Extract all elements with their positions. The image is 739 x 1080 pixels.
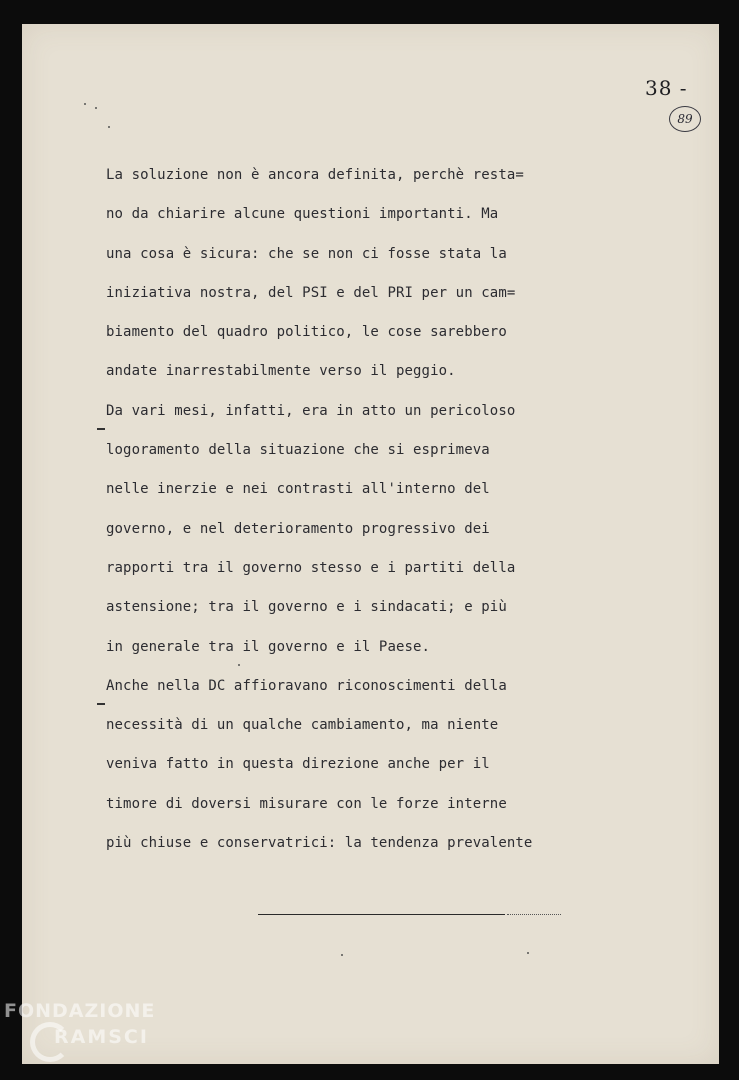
text-line: iniziativa nostra, del PSI e del PRI per un cam=	[106, 284, 516, 301]
horizontal-rule	[258, 914, 505, 915]
text-line: astensione; tra il governo e i sindacati; e più	[106, 599, 507, 616]
paper-speck	[95, 107, 97, 109]
text-line: necessità di un qualche cambiamento, ma niente	[106, 717, 499, 734]
text-line: La soluzione non è ancora definita, perchè resta=	[106, 167, 524, 183]
text-line: Anche nella DC affioravano riconoscimenti della	[106, 677, 507, 694]
text-line: governo, e nel deterioramento progressivo dei	[106, 520, 490, 537]
text-line: biamento del quadro politico, le cose sarebbero	[106, 324, 507, 341]
text-line: timore di doversi misurare con le forze interne	[106, 795, 507, 812]
text-line: nelle inerzie e nei contrasti all'interno del	[106, 481, 490, 498]
text-line: più chiuse e conservatrici: la tendenza prevalente	[106, 835, 533, 852]
fondazione-gramsci-watermark: FONDAZIONE RAMSCI	[4, 1000, 184, 1070]
archive-number-stamp: 89	[669, 106, 701, 132]
paper-speck	[108, 126, 110, 128]
text-line: logoramento della situazione che si esprimeva	[106, 442, 490, 459]
text-line: rapporti tra il governo stesso e i partiti della	[106, 559, 516, 576]
text-line: Da vari mesi, infatti, era in atto un pericoloso	[106, 402, 516, 419]
text-line: in generale tra il governo e il Paese.	[106, 638, 431, 655]
paper-speck	[341, 954, 343, 956]
typewritten-text	[106, 160, 576, 867]
dotted-rule	[507, 914, 561, 915]
margin-mark	[97, 428, 105, 430]
margin-mark	[97, 703, 105, 705]
paper-speck	[238, 664, 240, 666]
paper-speck	[527, 952, 529, 954]
text-line: andate inarrestabilmente verso il peggio.	[106, 363, 456, 380]
text-line: veniva fatto in questa direzione anche per il	[106, 756, 490, 773]
text-line: una cosa è sicura: che se non ci fosse stata la	[106, 245, 507, 262]
paper-speck	[84, 103, 86, 105]
page-number: 38 -	[645, 76, 688, 100]
text-line: no da chiarire alcune questioni importanti. Ma	[106, 206, 499, 223]
